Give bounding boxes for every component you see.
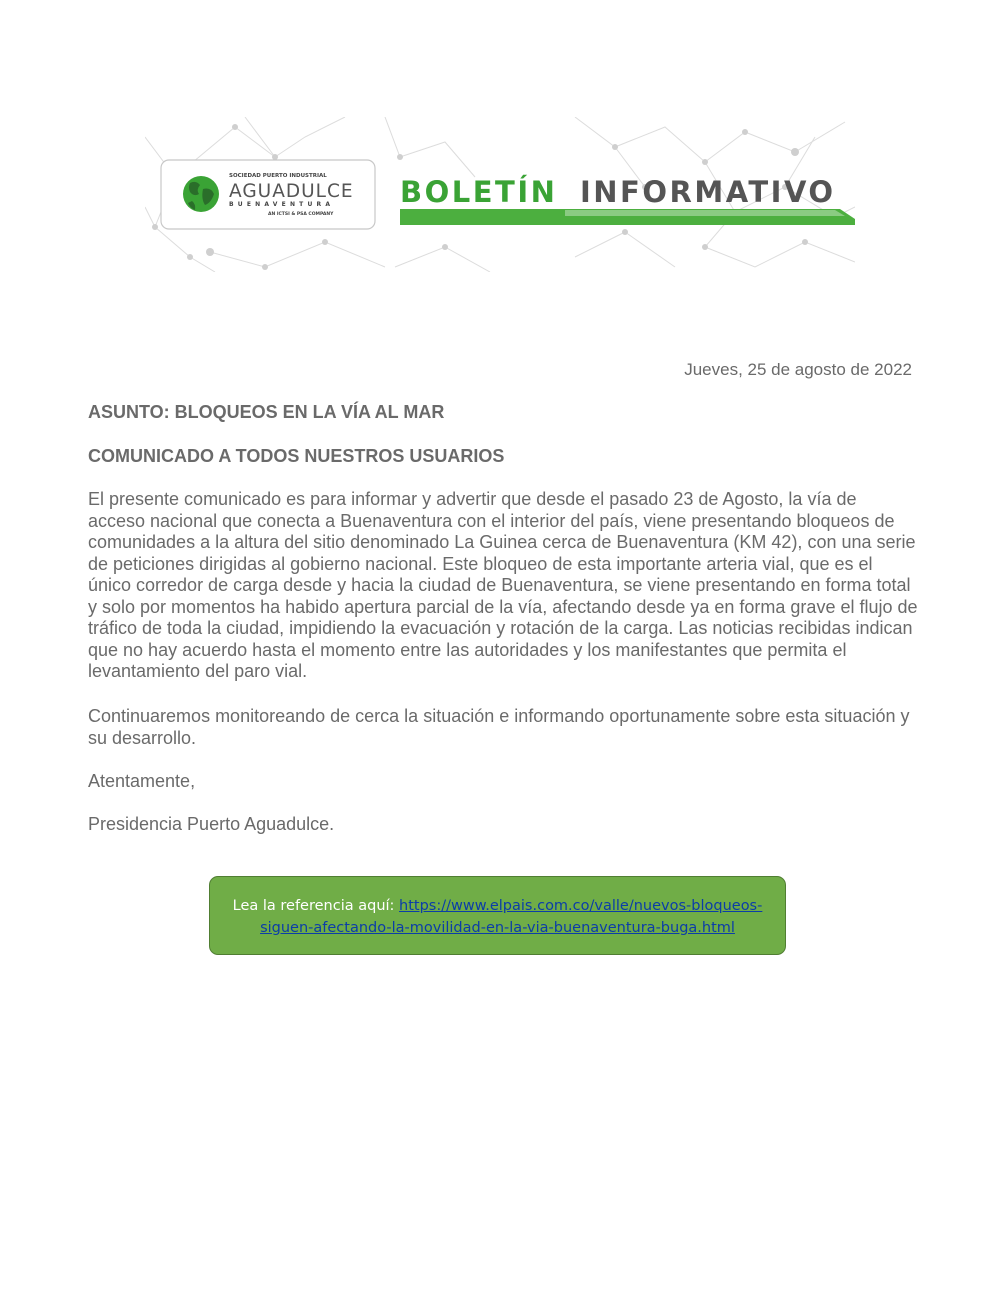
- letter-date: Jueves, 25 de agosto de 2022: [684, 360, 912, 379]
- letter-closing: Atentamente,: [88, 771, 196, 791]
- logo-tagline: AN ICTSI & PSA COMPANY: [268, 212, 334, 217]
- logo-name: AGUADULCE: [229, 181, 354, 202]
- banner-title-part2: INFORMATIVO: [580, 175, 836, 209]
- banner-title: [400, 175, 836, 209]
- letter-paragraph-1: El presente comunicado es para informar y advertir que desde el pasado 23 de Agosto, la vía de acceso nacional que conecta a Buenaventura con el interior del país, viene presentando bloqueos de comunidades a la altura del sitio denominado La Guinea cerca de Buenaventura (KM 42), con una serie de peticiones dirigidas al gobierno nacional. Este bloqueo de esta importante arteria vial, que es el único corredor de carga desde y hacia la ciudad de Buenaventura, se viene presentando en forma total y solo por momentos ha habido apertura parcial de la vía, afectando desde ya en forma grave el flujo de tráfico de toda la ciudad, impidiendo la evacuación y rotación de la carga. Las noticias recibidas indican que no hay acuerdo hasta el momento entre las autoridades y los manifestantes que permita el levantamiento del paro vial.: [88, 489, 918, 681]
- reference-link[interactable]: https://www.elpais.com.co/valle/nuevos-bloqueos-siguen-afectando-la-movilidad-en-la-via-buenaventura-buga.html: [260, 898, 763, 936]
- globe-icon: [183, 176, 219, 212]
- letter-signature: Presidencia Puerto Aguadulce.: [88, 814, 335, 834]
- reference-label: Lea la referencia aquí:: [232, 898, 400, 914]
- banner-title-part1: BOLETÍN: [400, 175, 558, 209]
- banner-graphic: [145, 117, 855, 272]
- letter-paragraph-2: Continuaremos monitoreando de cerca la situación e informando oportunamente sobre esta situación y su desarrollo.: [88, 706, 910, 748]
- letter-heading: COMUNICADO A TODOS NUESTROS USUARIOS: [88, 446, 505, 466]
- logo-city: BUENAVENTURA: [229, 201, 335, 208]
- newsletter-banner: [145, 117, 855, 272]
- reference-box: [209, 876, 786, 955]
- logo-top-line: SOCIEDAD PUERTO INDUSTRIAL: [229, 173, 327, 179]
- letter-subject: ASUNTO: BLOQUEOS EN LA VÍA AL MAR: [88, 402, 445, 422]
